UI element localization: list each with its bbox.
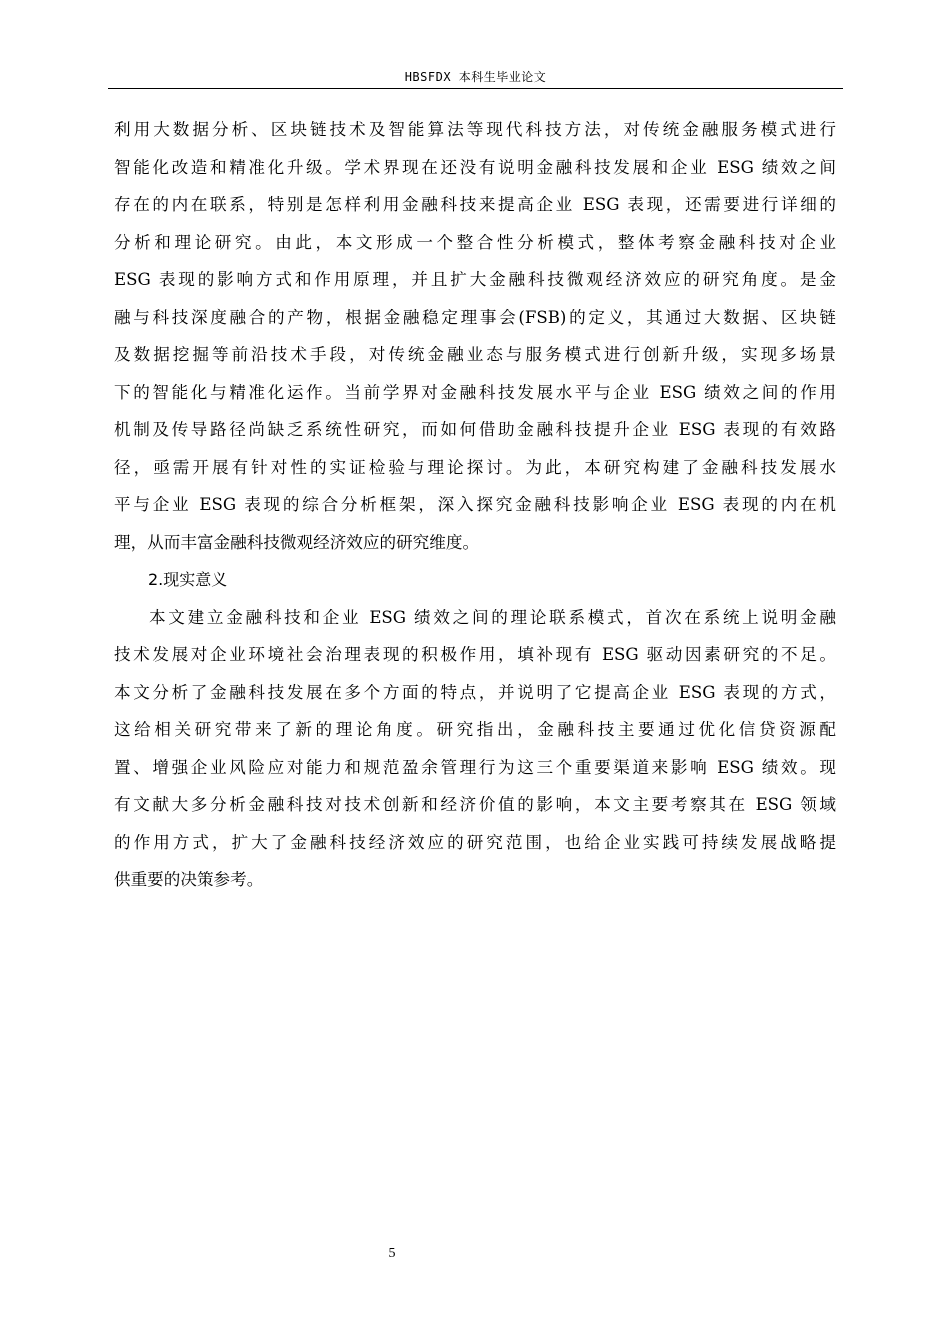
text-line: 本文分析了金融科技发展在多个方面的特点，并说明了它提高企业 ESG 表现的方式， <box>114 682 836 702</box>
paragraph-2 <box>114 599 836 899</box>
section-heading: 2.现实意义 <box>148 570 228 589</box>
text-line: 智能化改造和精准化升级。学术界现在还没有说明金融科技发展和企业 ESG 绩效之间 <box>114 157 836 177</box>
text-line: 本文建立金融科技和企业 ESG 绩效之间的理论联系模式，首次在系统上说明金融 <box>149 607 836 627</box>
text-line: 分析和理论研究。由此，本文形成一个整合性分析模式，整体考察金融科技对企业 <box>114 232 836 252</box>
text-line: 存在的内在联系，特别是怎样利用金融科技来提高企业 ESG 表现，还需要进行详细的 <box>114 195 836 214</box>
text-line: 径，亟需开展有针对性的实证检验与理论探讨。为此，本研究构建了金融科技发展水 <box>114 457 836 477</box>
text-line: 技术发展对企业环境社会治理表现的积极作用，填补现有 ESG 驱动因素研究的不足。 <box>114 645 836 664</box>
text-line: 机制及传导路径尚缺乏系统性研究，而如何借助金融科技提升企业 ESG 表现的有效路 <box>114 420 836 439</box>
page-header <box>108 66 843 89</box>
text-line: 理，从而丰富金融科技微观经济效应的研究维度。 <box>114 532 480 552</box>
text-line: ESG 表现的影响方式和作用原理，并且扩大金融科技微观经济效应的研究角度。是金 <box>114 270 836 289</box>
text-line: 利用大数据分析、区块链技术及智能算法等现代科技方法，对传统金融服务模式进行 <box>114 120 836 139</box>
text-line: 融与科技深度融合的产物，根据金融稳定理事会(FSB)的定义，其通过大数据、区块链 <box>114 307 836 327</box>
text-line: 置、增强企业风险应对能力和规范盈余管理行为这三个重要渠道来影响 ESG 绩效。现 <box>114 757 836 777</box>
text-line: 及数据挖掘等前沿技术手段，对传统金融业态与服务模式进行创新升级，实现多场景 <box>114 345 836 364</box>
page-number: 5 <box>388 1246 396 1261</box>
text-line: 供重要的决策参考。 <box>114 870 264 889</box>
header-title: HBSFDX 本科生毕业论文 <box>404 70 547 84</box>
paragraph-1 <box>114 111 836 561</box>
text-line: 平与企业 ESG 表现的综合分析框架，深入探究金融科技影响企业 ESG 表现的内在机 <box>114 495 836 514</box>
page-body <box>114 111 836 899</box>
text-line: 这给相关研究带来了新的理论角度。研究指出，金融科技主要通过优化信贷资源配 <box>114 720 836 739</box>
text-line: 有文献大多分析金融科技对技术创新和经济价值的影响，本文主要考察其在 ESG 领域 <box>114 795 836 814</box>
text-line: 下的智能化与精准化运作。当前学界对金融科技发展水平与企业 ESG 绩效之间的作用 <box>114 382 836 402</box>
text-line: 的作用方式，扩大了金融科技经济效应的研究范围，也给企业实践可持续发展战略提 <box>114 832 836 852</box>
